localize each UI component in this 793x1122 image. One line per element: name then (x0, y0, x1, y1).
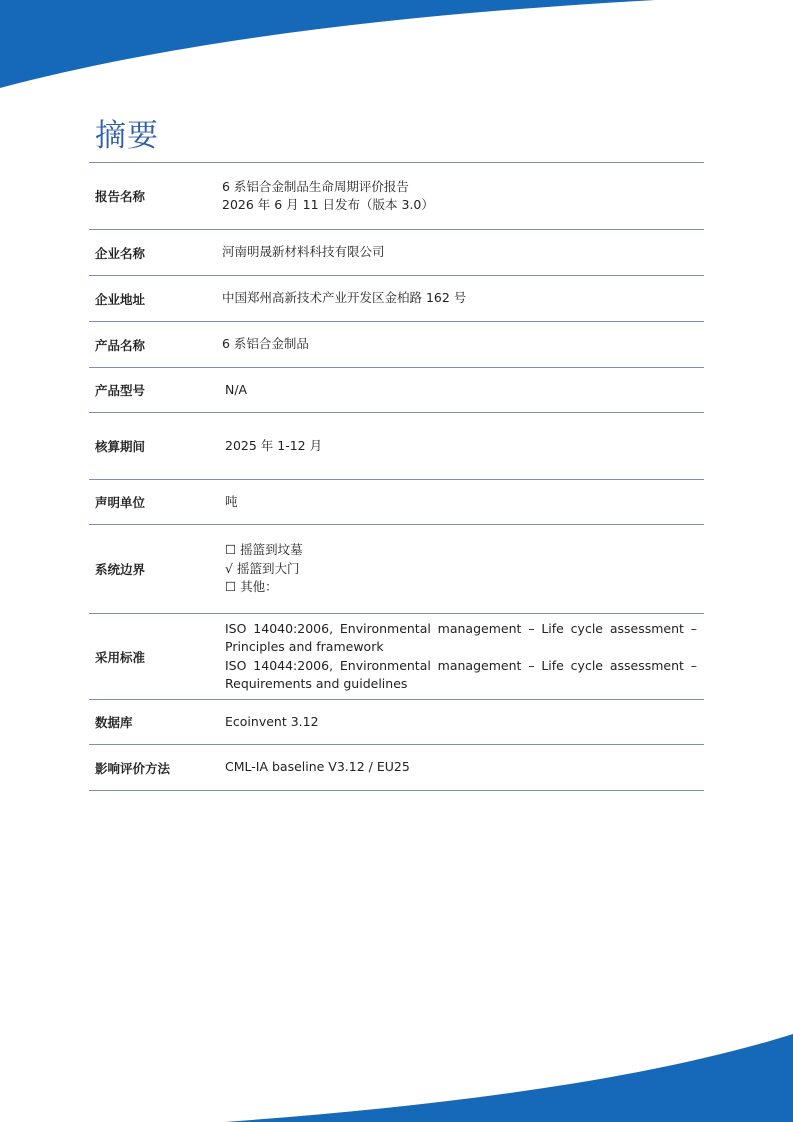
row-label: 核算期间 (95, 439, 146, 454)
summary-row-company-name (89, 230, 704, 276)
value-line: Principles and framework (225, 639, 384, 654)
row-label: 产品名称 (95, 337, 146, 353)
row-label: 产品型号 (95, 383, 146, 398)
value-line: Ecoinvent 3.12 (225, 713, 319, 729)
row-label: 企业地址 (95, 291, 146, 307)
summary-row-product-model (89, 368, 704, 413)
row-value (222, 178, 704, 215)
value-line: 中国郑州高新技术产业开发区金柏路 162 号 (222, 290, 467, 306)
summary-row-accounting-period (89, 413, 704, 480)
value-line: CML-IA baseline V3.12 / EU25 (225, 759, 410, 775)
summary-row-company-address (89, 276, 704, 322)
value-line: 6 系铝合金制品生命周期评价报告 (222, 178, 409, 194)
value-line: N/A (225, 381, 248, 397)
page-title: 摘要 (95, 118, 159, 154)
boundary-option-cradle-to-grave: ☐ 摇篮到坟墓 (225, 542, 303, 558)
row-value (222, 493, 704, 512)
value-line: ISO 14044:2006, Environmental management – Life cycle assessment – (225, 657, 697, 673)
row-value (222, 243, 704, 262)
top-wave-decoration (0, 0, 793, 95)
row-value (222, 437, 704, 456)
bottom-wave-decoration (0, 1032, 793, 1122)
value-line: 2026 年 6 月 11 日发布（版本 3.0） (222, 197, 434, 212)
summary-row-declared-unit (89, 480, 704, 525)
summary-row-report-name (89, 163, 704, 230)
row-value (222, 381, 704, 400)
row-label: 报告名称 (95, 189, 146, 204)
boundary-option-cradle-to-gate: √ 摇篮到大门 (225, 560, 300, 576)
value-line: 6 系铝合金制品 (222, 336, 309, 352)
summary-row-database (89, 700, 704, 745)
row-value (222, 335, 704, 354)
value-line: 吨 (225, 493, 238, 509)
value-line: 河南明晟新材料科技有限公司 (222, 244, 385, 260)
value-line: Requirements and guidelines (225, 676, 408, 691)
row-value (222, 289, 704, 308)
row-label: 系统边界 (95, 562, 146, 577)
row-label: 影响评价方法 (95, 760, 171, 776)
row-label: 采用标准 (95, 649, 146, 665)
row-value (222, 541, 704, 597)
row-value (222, 713, 704, 732)
row-label: 数据库 (95, 715, 133, 730)
row-label: 声明单位 (95, 495, 146, 510)
summary-row-standards (89, 614, 704, 700)
value-line: 2025 年 1-12 月 (225, 437, 323, 453)
summary-table (89, 162, 704, 791)
row-value (222, 758, 704, 777)
boundary-option-other: ☐ 其他： (225, 579, 278, 595)
value-line: ISO 14040:2006, Environmental management – Life cycle assessment – (225, 620, 697, 636)
summary-row-impact-method (89, 745, 704, 791)
summary-row-product-name (89, 322, 704, 368)
row-label: 企业名称 (95, 245, 146, 261)
row-value (222, 620, 704, 694)
summary-row-system-boundary (89, 525, 704, 614)
